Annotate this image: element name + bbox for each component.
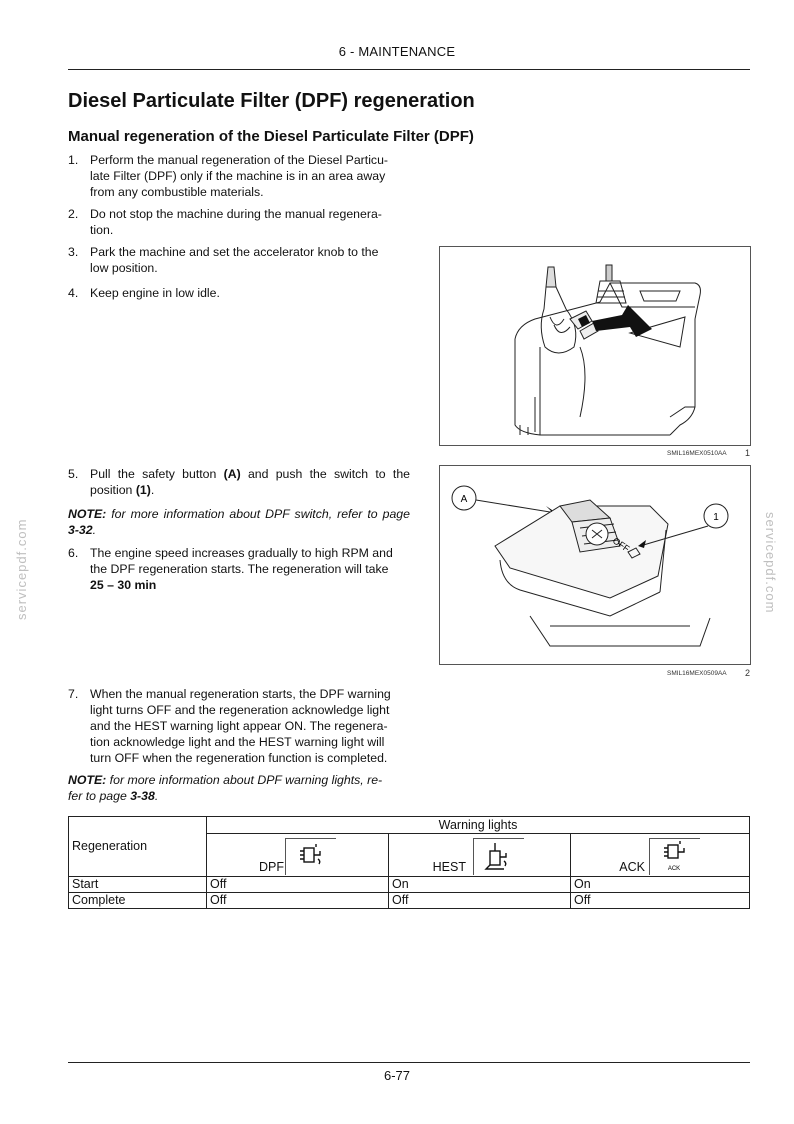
cell-hest: On [389,877,571,893]
step-number: 3. [68,245,79,259]
step-line: Keep engine in low idle. [90,286,220,300]
hest-warning-icon [473,838,524,875]
step-line: low position. [90,261,158,275]
step-number: 2. [68,207,79,221]
cell-ack: On [571,877,750,893]
switch-off-label: OFF [610,535,632,554]
watermark-right: servicepdf.com [763,512,778,614]
step-line: tion. [90,223,114,237]
step-7 [68,686,410,766]
figure-console [439,246,751,446]
step-line: late Filter (DPF) only if the machine is in an area away [90,169,386,183]
row-label: Start [69,877,207,893]
warning-lights-table [68,816,750,909]
column-dpf [207,834,389,877]
callout-a: A [460,494,468,505]
step-4 [68,285,410,301]
dpf-warning-icon [285,838,336,875]
figure-number: 2 [745,668,751,678]
column-ack [571,834,750,877]
callout-1: 1 [713,512,719,523]
step-number: 5. [68,467,79,481]
step-3 [68,244,410,276]
row-label: Complete [69,893,207,909]
step-1 [68,152,410,200]
footer-rule [68,1062,750,1063]
step-5: 5. Pull the safety button (A) and push the switch to the position (1). [68,467,410,497]
watermark-left: servicepdf.com [14,518,29,620]
console-illustration [440,247,750,445]
figure-number: 1 [745,448,751,458]
step-line: Do not stop the machine during the manual regenera- [90,207,382,221]
column-label: DPF [259,860,284,874]
column-hest [389,834,571,877]
column-label: ACK [619,860,645,874]
step-number: 6. [68,546,79,560]
svg-text:ACK: ACK [667,866,681,872]
note-dpf-switch: NOTE: for more information about DPF switch, refer to page 3-32. [68,507,410,537]
figure-reference: SMIL16MEX0510AA [667,450,727,457]
table-row [69,877,750,893]
header-rule [68,69,750,70]
step-line: The engine speed increases gradually to high RPM and [90,546,393,560]
step-line: turn OFF when the regeneration function is completed. [90,751,388,765]
step-line: When the manual regeneration starts, the DPF warning [90,687,391,701]
page-number: 6-77 [383,1068,411,1083]
cell-dpf: Off [207,877,389,893]
cell-ack: Off [571,893,750,909]
table-row [69,893,750,909]
page-title: Diesel Particulate Filter (DPF) regeneration [68,90,475,112]
figure-dpf-switch [439,465,751,665]
step-line: light turns OFF and the regeneration acknowledge light [90,703,390,717]
section-subtitle: Manual regeneration of the Diesel Particulate Filter (DPF) [68,128,474,145]
running-header: 6 - MAINTENANCE [338,44,456,59]
step-2 [68,206,410,238]
figure-reference: SMIL16MEX0509AA [667,670,727,677]
ack-indicator-icon [649,838,700,875]
step-line: from any combustible materials. [90,185,264,199]
step-line: the DPF regeneration starts. The regeneration will take [90,562,389,576]
switch-illustration [440,466,750,664]
step-6 [68,545,410,593]
column-label: HEST [432,860,466,874]
table-group-header: Warning lights [207,817,750,834]
step-line: and the HEST warning light appear ON. The regenera- [90,719,388,733]
step-number: 1. [68,153,79,167]
cell-hest: Off [389,893,571,909]
cell-dpf: Off [207,893,389,909]
note-warning-lights: NOTE: for more information about DPF warning lights, re- fer to page 3-38. [68,773,383,803]
table-row-header: Regeneration [69,817,207,877]
step-line: Perform the manual regeneration of the Diesel Particu- [90,153,389,167]
step-line: tion acknowledge light and the HEST warning light will [90,735,385,749]
step-line: 25 – 30 min [90,578,157,592]
step-number: 7. [68,687,79,701]
step-number: 4. [68,286,79,300]
step-line: Park the machine and set the accelerator knob to the [90,245,379,259]
